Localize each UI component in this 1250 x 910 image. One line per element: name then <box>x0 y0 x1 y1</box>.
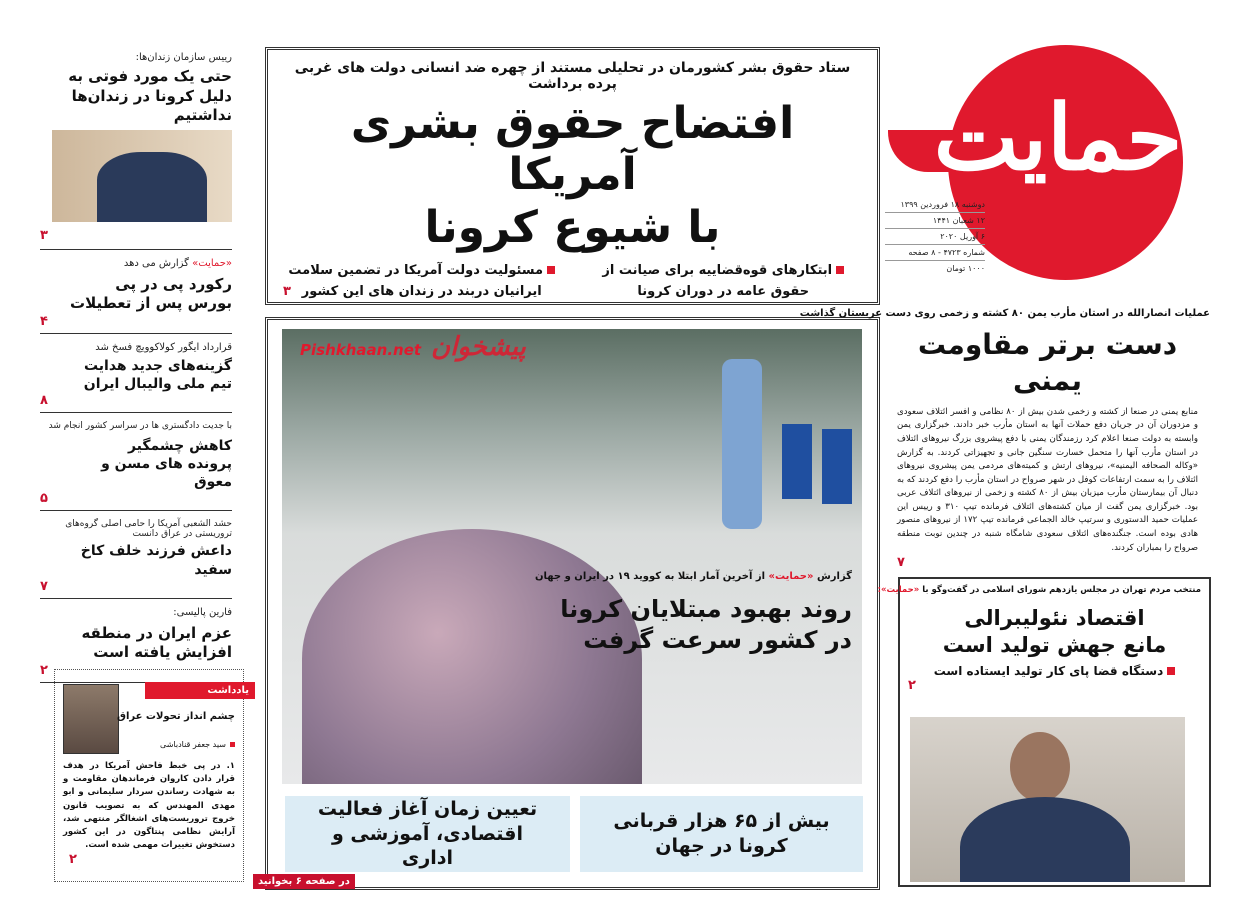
date-block <box>885 197 985 276</box>
sidebar-page: ۷ <box>40 578 48 594</box>
sidebar-headline: گزینه‌های جدید هدایت تیم ملی والیبال ایران <box>83 357 232 392</box>
sidebar-item[interactable] <box>40 52 232 250</box>
author-photo <box>63 684 119 754</box>
sidebar-kicker-brand: «حمایت» <box>192 257 232 269</box>
sidebar-item[interactable] <box>40 511 232 598</box>
sidebar-kicker: قرارداد ایگور کولاکوویچ فسخ شد <box>95 341 232 353</box>
sidebar-kicker: با جدیت دادگستری ها در سراسر کشور انجام شد <box>48 420 232 431</box>
note-page: ۲ <box>69 852 77 868</box>
person-head <box>1010 732 1070 802</box>
sidebar-item[interactable] <box>40 250 232 334</box>
yemen-body: منابع یمنی در صنعا از کشته و زخمی شدن بیش از ۸۰ نظامی و افسر ائتلاف سعودی و مزدوران آن در جریان دفع حملات آنها به استان مأرب خبر دادند. خبرگزاری یمن وابسته به دولت صنعا اعلام کرد رزمندگان یمنی با دفع پیشروی بزرگ نیروهای ائتلاف در استان مأرب آنها را متحمل خسارت سنگین جانی و تجهیزاتی کردند. به گزارش «وکاله الصحافه الیمنیه»، نیروهای ارتش و کمیته‌های مردمی یمن پیشروی نیروهای ائتلاف را به سمت ارتفاعات کوفل در شهر صرواح در استان مأرب را دفع کردند که به دنبال آن بیمارستان مأرب میزبان بیش از ۸۰ کشته و زخمی از نیروهای ائتلاف عربی بود. خبرگزاری یمن گفت از میان کشته‌های ائتلاف فرمانده تیپ ۳۱۰ و رییس این عملیات حمید الدستوری و سرتیپ خالد الجماعی فرمانده تیپ ۱۷۲ از نیروهای منصور هادی بوده است. جنگنده‌های ائتلاف سعودی شامگاه شنبه در چندین نوبت منطقه صرواح را بمباران کردند. <box>897 406 1199 553</box>
photo-kicker <box>535 571 852 582</box>
watermark-fa: پیشخوان <box>431 332 526 362</box>
lead-headline-2: با شیوع کرونا <box>424 202 721 253</box>
date-hijri: ۱۲ شعبان ۱۴۴۱ <box>885 213 985 229</box>
box-deaths-text: بیش از ۶۵ هزار قربانی کرونا در جهان <box>613 810 830 857</box>
price: ۱۰۰۰ تومان <box>946 264 985 273</box>
interview-kicker <box>877 585 1201 595</box>
sidebar-page: ۸ <box>40 392 48 408</box>
sidebar-headline: رکورد پی در پی بورس پس از تعطیلات <box>70 274 232 312</box>
interview-headline: اقتصاد نئولیبرالی <box>964 606 1145 630</box>
lead-bullet-2 <box>286 261 558 303</box>
patient-figure <box>302 529 642 784</box>
sidebar-kicker: فارین پالیسی: <box>173 606 232 618</box>
sidebar-kicker: رییس سازمان زندان‌ها: <box>135 52 232 63</box>
kicker-post: از آخرین آمار ابتلا به کووید ۱۹ در ایران و جهان <box>535 571 766 582</box>
sidebar-headline: داعش فرزند خلف کاخ سفید <box>80 543 232 578</box>
photo-headline: روند بهبود مبتلایان کرونا در کشور سرعت گرفت <box>560 595 852 655</box>
prisons-photo <box>52 130 232 222</box>
watermark <box>300 332 526 362</box>
note-body: ۱. در پی خبط فاحش آمریکا در هدف قرار دادن کاروان فرماندهان مقاومت و به شهادت رساندن سردار سلیمانی و ابو مهدی المهندس که به تصویب قانون خروج تروریست‌های اشغالگر منتهی شد، آرایش نظامی پنتاگون در این کشور دستخوش تغییرات مهمی شده است. <box>63 761 235 851</box>
date-gregorian: ۶ آوریل ۲۰۲۰ <box>885 229 985 245</box>
interview-kicker-pre: منتخب مردم تهران در مجلس یازدهم شورای اسلامی در گفت‌وگو با <box>922 585 1201 595</box>
lead-headline: افتضاح حقوق بشری آمریکا <box>350 98 795 200</box>
kicker-pre: گزارش <box>816 571 852 582</box>
person <box>97 152 207 222</box>
lead-story <box>265 47 880 305</box>
interview-story <box>877 577 1211 887</box>
sidebar-headline: حتی یک مورد فوتی به دلیل کرونا در زندان‌ها نداشتیم <box>68 67 232 124</box>
interview-sub <box>908 664 1201 678</box>
interview-kicker-brand: «حمایت»: <box>877 585 920 595</box>
note-author <box>160 740 235 749</box>
photo-story <box>265 317 880 890</box>
logo-text: حمایت <box>933 85 1183 191</box>
lead-bullet-2-text: مسئولیت دولت آمریکا در تضمین سلامت ایرانیان دربند در زندان های این کشور <box>288 263 544 299</box>
sidebar-page: ۵ <box>40 491 48 507</box>
box-reopening-text: تعیین زمان آغاز فعالیت اقتصادی، آموزشی و اداری <box>317 797 538 870</box>
sidebar-headline: کاهش چشمگیر پرونده های مسن و معوق <box>101 437 232 491</box>
note-title: چشم انداز تحولات عراق <box>117 711 235 722</box>
person-suit <box>960 797 1130 882</box>
note-box <box>54 669 249 882</box>
interview-headline-2: مانع جهش تولید است <box>942 633 1167 658</box>
lead-page: ۳ <box>283 284 291 299</box>
sidebar-page: ۴ <box>40 313 48 329</box>
sidebar-kicker: گزارش می دهد <box>123 257 189 269</box>
kicker-brand: «حمایت» <box>768 571 814 582</box>
sidebar-headline: عزم ایران در منطقه افزایش یافته است <box>81 623 232 662</box>
note-label: یادداشت <box>145 682 255 699</box>
lead-bullet-1-text: ابتکارهای قوه‌قضاییه برای صیانت از حقوق عامه در دوران کرونا <box>602 263 833 299</box>
person-figure <box>722 359 762 529</box>
yemen-story <box>799 308 1210 571</box>
box-reopening <box>285 796 570 872</box>
sidebar-item[interactable] <box>40 413 232 512</box>
sidebar-kicker: حشد الشعبی آمریکا را حامی اصلی گروه‌های تروریستی در عراق دانست <box>65 519 232 540</box>
interview-page: ۲ <box>908 677 916 693</box>
sidebar-item[interactable] <box>40 334 232 413</box>
bin-2 <box>822 429 852 504</box>
date-shamsi: دوشنبه ۱۸ فروردین ۱۳۹۹ <box>885 197 985 213</box>
issue-number: شماره ۴۷۲۳ - ۸ صفحه <box>885 245 985 261</box>
bin <box>782 424 812 499</box>
lead-bullet-1 <box>588 261 860 303</box>
hospital-photo <box>282 329 862 784</box>
watermark-en: Pishkhaan.net <box>300 341 422 359</box>
note-author-name: سید جعفر قنادباشی <box>160 740 226 749</box>
interview-photo <box>910 717 1185 882</box>
sidebar-page: ۲ <box>40 662 48 678</box>
lead-kicker: ستاد حقوق بشر کشورمان در تحلیلی مستند از چهره ضد انسانی دولت های غربی پرده برداشت <box>294 60 851 92</box>
yemen-kicker: عملیات انصارالله در استان مأرب یمن ۸۰ کشته و زخمی روی دست عربستان گذاشت <box>799 308 1210 319</box>
sidebar-page: ۳ <box>40 227 48 243</box>
note-content <box>63 760 235 867</box>
yemen-page: ۷ <box>897 555 905 571</box>
interview-sub-text: دستگاه قضا پای کار تولید ایستاده است <box>933 663 1164 678</box>
box-deaths <box>580 796 863 872</box>
yemen-headline: دست برتر مقاومت یمنی <box>917 328 1178 398</box>
see-page-6[interactable]: در صفحه ۶ بخوانید <box>253 874 355 889</box>
sidebar <box>40 52 232 683</box>
